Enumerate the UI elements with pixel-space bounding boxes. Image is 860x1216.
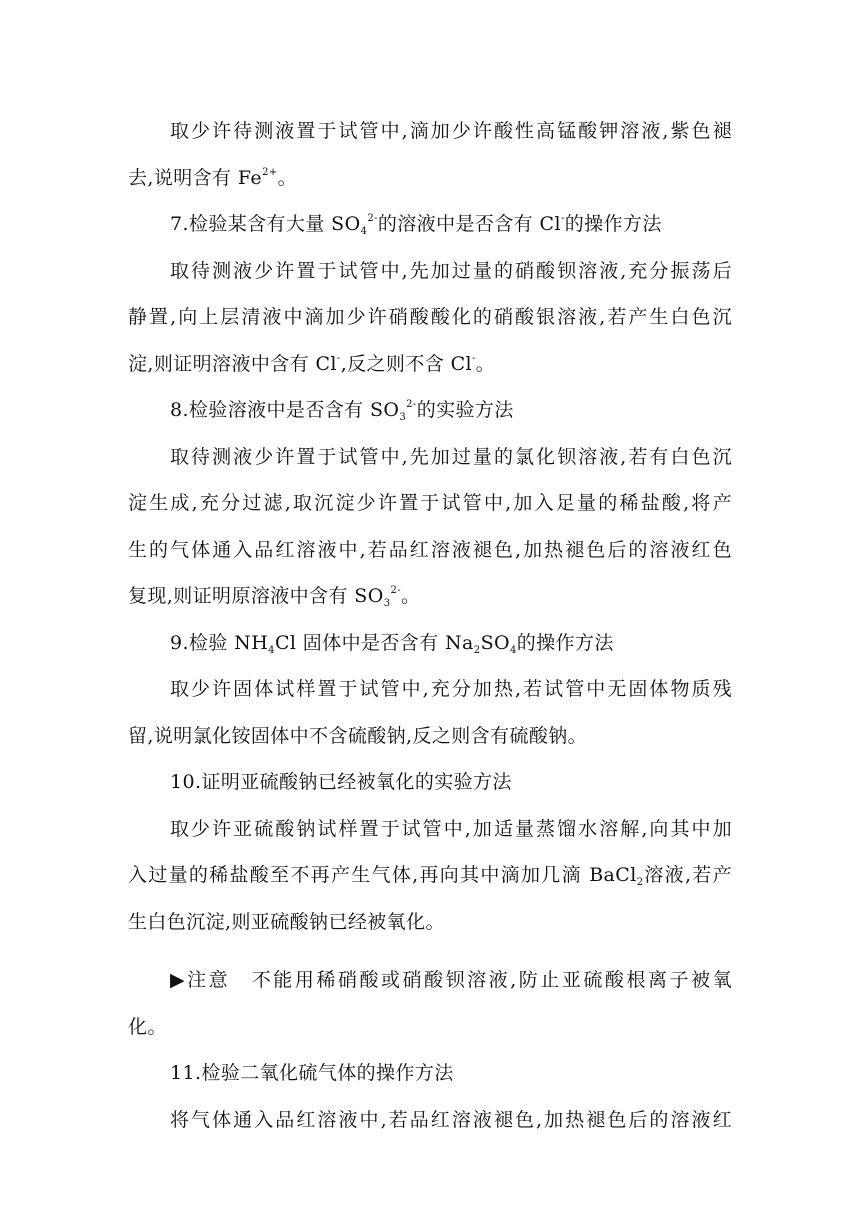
note-line: ▶注意 不能用稀硝酸或硝酸钡溶液,防止亚硫酸根离子被氧 <box>170 969 732 991</box>
paragraph-line: 取待测液少许置于试管中,先加过量的硝酸钡溶液,充分振荡后 <box>170 259 732 282</box>
paragraph-line: 入过量的稀盐酸至不再产生气体,再向其中滴加几滴 BaCl$_2$溶液,若产 <box>128 864 732 888</box>
section-heading-8: 8.检验溶液中是否含有 $SO_3^{2-}$的实验方法 <box>170 399 514 423</box>
section-heading-7: 7.检验某含有大量 $SO_4^{2-}$的溶液中是否含有 Cl-的操作方法 <box>170 213 662 237</box>
section-heading-9: 9.检验 $NH_4Cl$ 固体中是否含有 $Na_2SO_4$的操作方法 <box>170 631 614 656</box>
paragraph-line: 取少许待测液置于试管中,滴加少许酸性高锰酸钾溶液,紫色褪 <box>170 120 732 142</box>
paragraph-line: 去,说明含有 $Fe^{2+}$。 <box>128 166 298 189</box>
note-line: 化。 <box>128 1015 167 1038</box>
paragraph-line: 取少许亚硫酸钠试样置于试管中,加适量蒸馏水溶解,向其中加 <box>170 817 732 840</box>
paragraph-line: 生的气体通入品红溶液中,若品红溶液褪色,加热褪色后的溶液红色 <box>128 538 732 561</box>
section-heading-11: 11.检验二氧化硫气体的操作方法 <box>170 1062 454 1084</box>
paragraph-line: 留,说明氯化铵固体中不含硫酸钠,反之则含有硫酸钠。 <box>128 724 588 747</box>
section-heading-10: 10.证明亚硫酸钠已经被氧化的实验方法 <box>170 771 512 793</box>
paragraph-line: 生白色沉淀,则亚硫酸钠已经被氧化。 <box>128 910 445 933</box>
paragraph-line: 淀生成,充分过滤,取沉淀少许置于试管中,加入足量的稀盐酸,将产 <box>128 492 732 514</box>
document-page <box>128 108 732 1143</box>
paragraph-line: 淀,则证明溶液中含有 Cl-,反之则不含 Cl-。 <box>128 352 496 375</box>
paragraph-line: 静置,向上层清液中滴加少许硝酸酸化的硝酸银溶液,若产生白色沉 <box>128 306 732 328</box>
paragraph-line: 复现,则证明原溶液中含有 $SO_3^{2-}$。 <box>128 585 421 609</box>
paragraph-line: 取待测液少许置于试管中,先加过量的氯化钡溶液,若有白色沉 <box>170 445 732 468</box>
paragraph-line: 取少许固体试样置于试管中,充分加热,若试管中无固体物质残 <box>170 678 732 700</box>
paragraph-line: 将气体通入品红溶液中,若品红溶液褪色,加热褪色后的溶液红 <box>170 1108 732 1131</box>
